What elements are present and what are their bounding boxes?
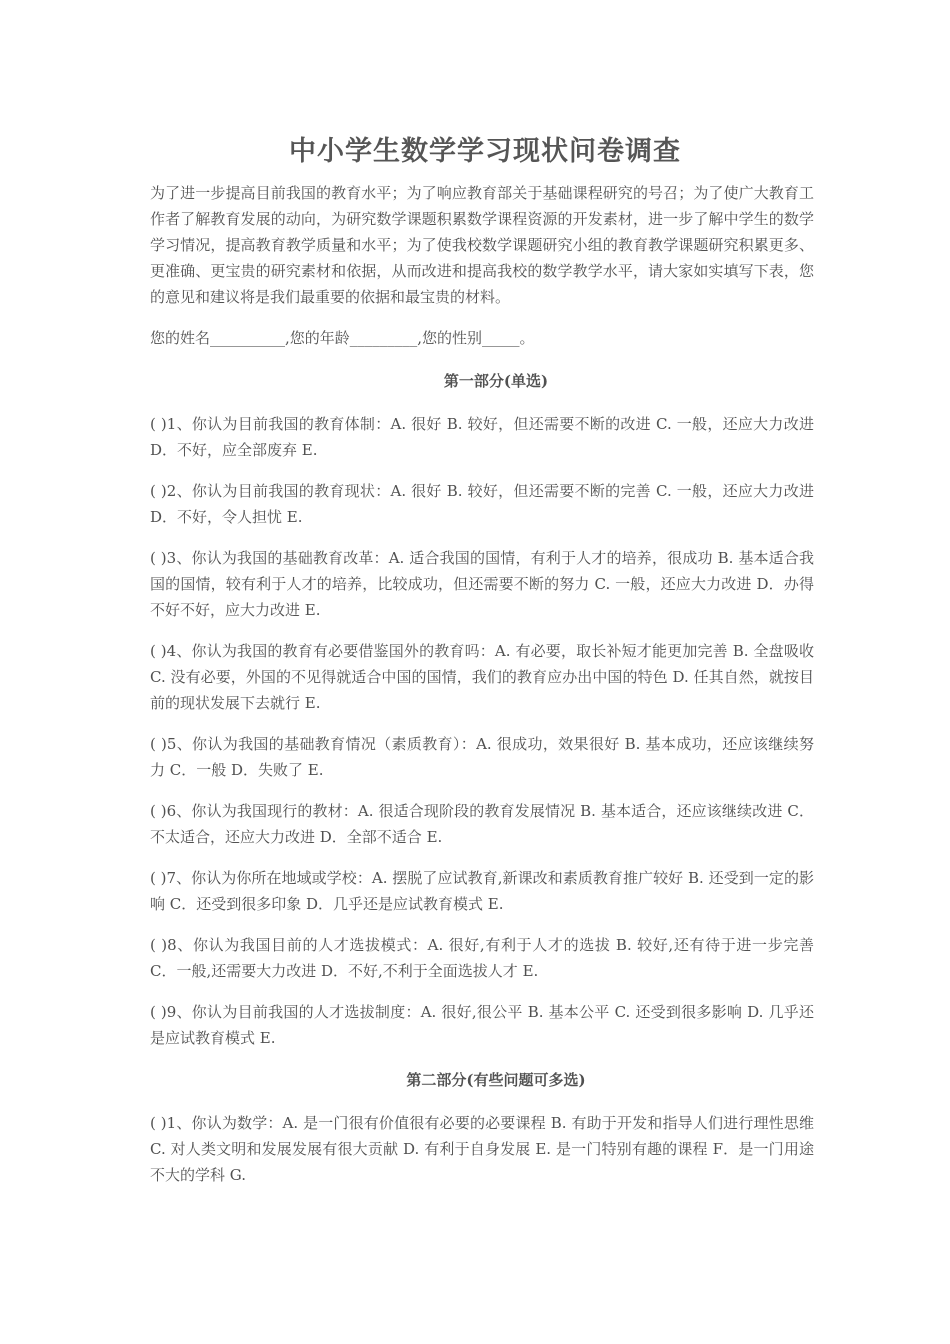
question-part1-7: ( )7、你认为你所在地域或学校：A. 摆脱了应试教育,新课改和素质教育推广较好 B. 还受到一定的影响 C．还受到很多印象 D．几乎还是应试教育模式 E. <box>150 869 814 913</box>
page-title: 中小学生数学学习现状问卷调查 <box>289 136 681 167</box>
question-part1-5: ( )5、你认为我国的基础教育情况（素质教育）：A. 很成功，效果很好 B. 基本成功，还应该继续努力 C．一般 D．失败了 E. <box>150 735 814 779</box>
section-title-part2: 第二部分(有些问题可多选) <box>406 1071 586 1089</box>
question-part1-1: ( )1、你认为目前我国的教育体制：A. 很好 B. 较好，但还需要不断的改进 C. 一般，还应大力改进 D．不好，应全部废弃 E. <box>150 415 814 459</box>
respondent-info-line: 您的姓名__________,您的年龄_________,您的性别_____。 <box>150 329 535 347</box>
document-page <box>150 0 814 1188</box>
question-part1-3: ( )3、你认为我国的基础教育改革：A. 适合我国的国情，有利于人才的培养，很成功 B. 基本适合我国的国情，较有利于人才的培养，比较成功，但还需要不断的努力 C. 一般，还应大力改进 D．办得不好不好，应大力改进 E. <box>150 549 814 619</box>
question-part1-8: ( )8、你认为我国目前的人才选拔模式：A. 很好,有利于人才的选拔 B. 较好,还有待于进一步完善 C．一般,还需要大力改进 D．不好,不利于全面选拔人才 E. <box>150 936 814 980</box>
intro-paragraph: 为了进一步提高目前我国的教育水平；为了响应教育部关于基础课程研究的号召；为了使广大教育工作者了解教育发展的动向，为研究数学课题积累数学课程资源的开发素材，进一步了解中学生的数学学习情况，提高教育教学质量和水平；为了使我校数学课题研究小组的教育教学课题研究积累更多、更准确、更宝贵的研究素材和依据，从而改进和提高我校的数学教学水平，请大家如实填写下表，您的意见和建议将是我们最重要的依据和最宝贵的材料。 <box>150 184 814 306</box>
question-part1-4: ( )4、你认为我国的教育有必要借鉴国外的教育吗：A. 有必要，取长补短才能更加完善 B. 全盘吸收 C. 没有必要，外国的不见得就适合中国的国情，我们的教育应办出中国的特色 D. 任其自然，就按目前的现状发展下去就行 E. <box>150 642 814 712</box>
section-title-part1: 第一部分(单选) <box>443 372 549 390</box>
question-part1-2: ( )2、你认为目前我国的教育现状：A. 很好 B. 较好，但还需要不断的完善 C. 一般，还应大力改进 D．不好，令人担忧 E. <box>150 482 814 526</box>
question-part1-9: ( )9、你认为目前我国的人才选拔制度：A. 很好,很公平 B. 基本公平 C. 还受到很多影响 D. 几乎还是应试教育模式 E. <box>150 1003 814 1047</box>
question-part2-1: ( )1、你认为数学：A. 是一门很有价值很有必要的必要课程 B. 有助于开发和指导人们进行理性思维 C. 对人类文明和发展发展有很大贡献 D. 有利于自身发展 E. 是一门特别有趣的课程 F．是一门用途不大的学科 G. <box>150 1114 814 1184</box>
question-part1-6: ( )6、你认为我国现行的教材：A. 很适合现阶段的教育发展情况 B. 基本适合，还应该继续改进 C．不太适合，还应大力改进 D．全部不适合 E. <box>150 802 814 846</box>
